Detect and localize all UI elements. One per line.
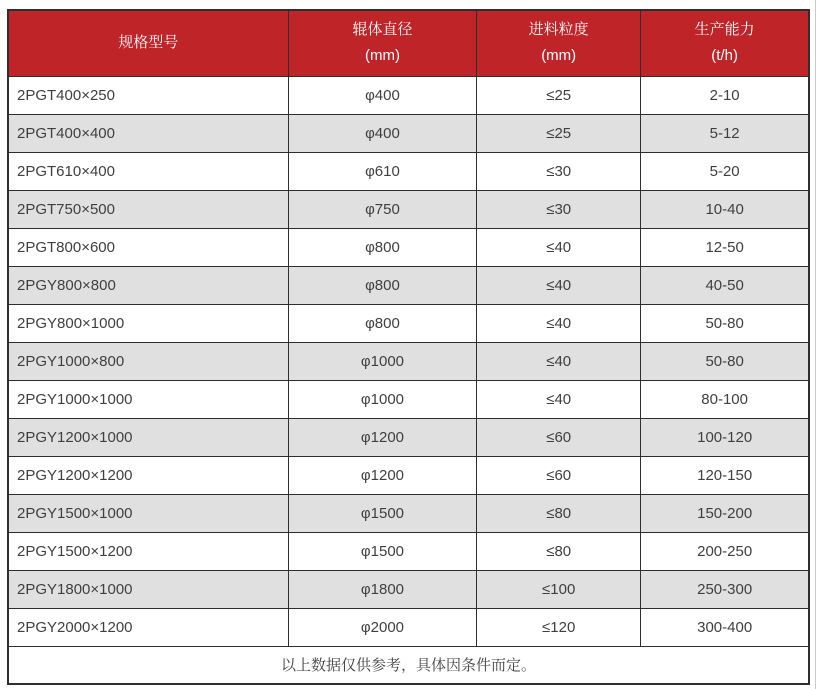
- header-cell-feed-size: [477, 10, 641, 76]
- cell: ≤40: [477, 304, 641, 342]
- spec-table-header: [8, 10, 809, 76]
- footer-row: [8, 646, 809, 684]
- cell: φ800: [288, 304, 476, 342]
- header-cell-model: [8, 10, 288, 76]
- header-label: 规格型号: [118, 34, 179, 52]
- table-row: [8, 494, 809, 532]
- footer-note: 以上数据仅供参考，具体因条件而定。: [8, 646, 809, 684]
- cell: 2PGY1000×1000: [8, 380, 288, 418]
- cell: φ800: [288, 266, 476, 304]
- cell: 2PGY1500×1000: [8, 494, 288, 532]
- table-row: [8, 570, 809, 608]
- header-cell-roller-diameter: [288, 10, 476, 76]
- cell: ≤40: [477, 228, 641, 266]
- table-row: [8, 304, 809, 342]
- cell: ≤25: [477, 114, 641, 152]
- cell: φ1200: [288, 456, 476, 494]
- cell: ≤120: [477, 608, 641, 646]
- cell: 2PGY1200×1000: [8, 418, 288, 456]
- cell: ≤40: [477, 266, 641, 304]
- cell: φ400: [288, 114, 476, 152]
- cell: ≤40: [477, 380, 641, 418]
- cell: ≤25: [477, 76, 641, 114]
- cell: 2PGT800×600: [8, 228, 288, 266]
- header-label: 辊体直径: [352, 21, 413, 39]
- cell: φ1500: [288, 532, 476, 570]
- cell: 5-12: [641, 114, 809, 152]
- cell: 80-100: [641, 380, 809, 418]
- header-unit: (t/h): [711, 47, 738, 65]
- cell: φ2000: [288, 608, 476, 646]
- table-row: [8, 152, 809, 190]
- cell: 50-80: [641, 342, 809, 380]
- cell: 2PGT400×400: [8, 114, 288, 152]
- table-row: [8, 608, 809, 646]
- table-row: [8, 228, 809, 266]
- table-row: [8, 342, 809, 380]
- cell: ≤80: [477, 494, 641, 532]
- spec-table: [7, 9, 810, 685]
- header-unit: (mm): [541, 47, 577, 65]
- table-row: [8, 418, 809, 456]
- cell: ≤100: [477, 570, 641, 608]
- table-row: [8, 532, 809, 570]
- cell: 100-120: [641, 418, 809, 456]
- cell: φ1800: [288, 570, 476, 608]
- cell: 2PGY1000×800: [8, 342, 288, 380]
- cell: 40-50: [641, 266, 809, 304]
- cell: 12-50: [641, 228, 809, 266]
- table-row: [8, 114, 809, 152]
- header-cell-capacity: [641, 10, 809, 76]
- cell: φ400: [288, 76, 476, 114]
- cell: 50-80: [641, 304, 809, 342]
- table-row: [8, 456, 809, 494]
- cell: φ750: [288, 190, 476, 228]
- table-row: [8, 190, 809, 228]
- cell: φ1200: [288, 418, 476, 456]
- cell: 2PGY1800×1000: [8, 570, 288, 608]
- cell: 250-300: [641, 570, 809, 608]
- cell: 2PGY1200×1200: [8, 456, 288, 494]
- header-label: 生产能力: [694, 21, 755, 39]
- cell: 200-250: [641, 532, 809, 570]
- cell: ≤30: [477, 152, 641, 190]
- header-row: [8, 10, 809, 76]
- cell: ≤40: [477, 342, 641, 380]
- cell: 2PGY2000×1200: [8, 608, 288, 646]
- cell: 2PGY800×1000: [8, 304, 288, 342]
- cell: 10-40: [641, 190, 809, 228]
- cell: 150-200: [641, 494, 809, 532]
- spec-table-footer: [8, 646, 809, 684]
- cell: ≤60: [477, 418, 641, 456]
- cell: φ1500: [288, 494, 476, 532]
- table-row: [8, 76, 809, 114]
- cell: 5-20: [641, 152, 809, 190]
- cell: φ610: [288, 152, 476, 190]
- cell: 300-400: [641, 608, 809, 646]
- cell: 2PGT400×250: [8, 76, 288, 114]
- table-row: [8, 266, 809, 304]
- cell: ≤80: [477, 532, 641, 570]
- cell: 120-150: [641, 456, 809, 494]
- cell: φ800: [288, 228, 476, 266]
- cell: 2PGT750×500: [8, 190, 288, 228]
- cell: 2PGY1500×1200: [8, 532, 288, 570]
- cell: φ1000: [288, 380, 476, 418]
- spec-table-body: [8, 76, 809, 646]
- header-label: 进料粒度: [528, 21, 589, 39]
- cell: 2PGY800×800: [8, 266, 288, 304]
- table-row: [8, 380, 809, 418]
- header-unit: (mm): [364, 47, 400, 65]
- cell: ≤30: [477, 190, 641, 228]
- cell: 2PGT610×400: [8, 152, 288, 190]
- cell: ≤60: [477, 456, 641, 494]
- cell: φ1000: [288, 342, 476, 380]
- cell: 2-10: [641, 76, 809, 114]
